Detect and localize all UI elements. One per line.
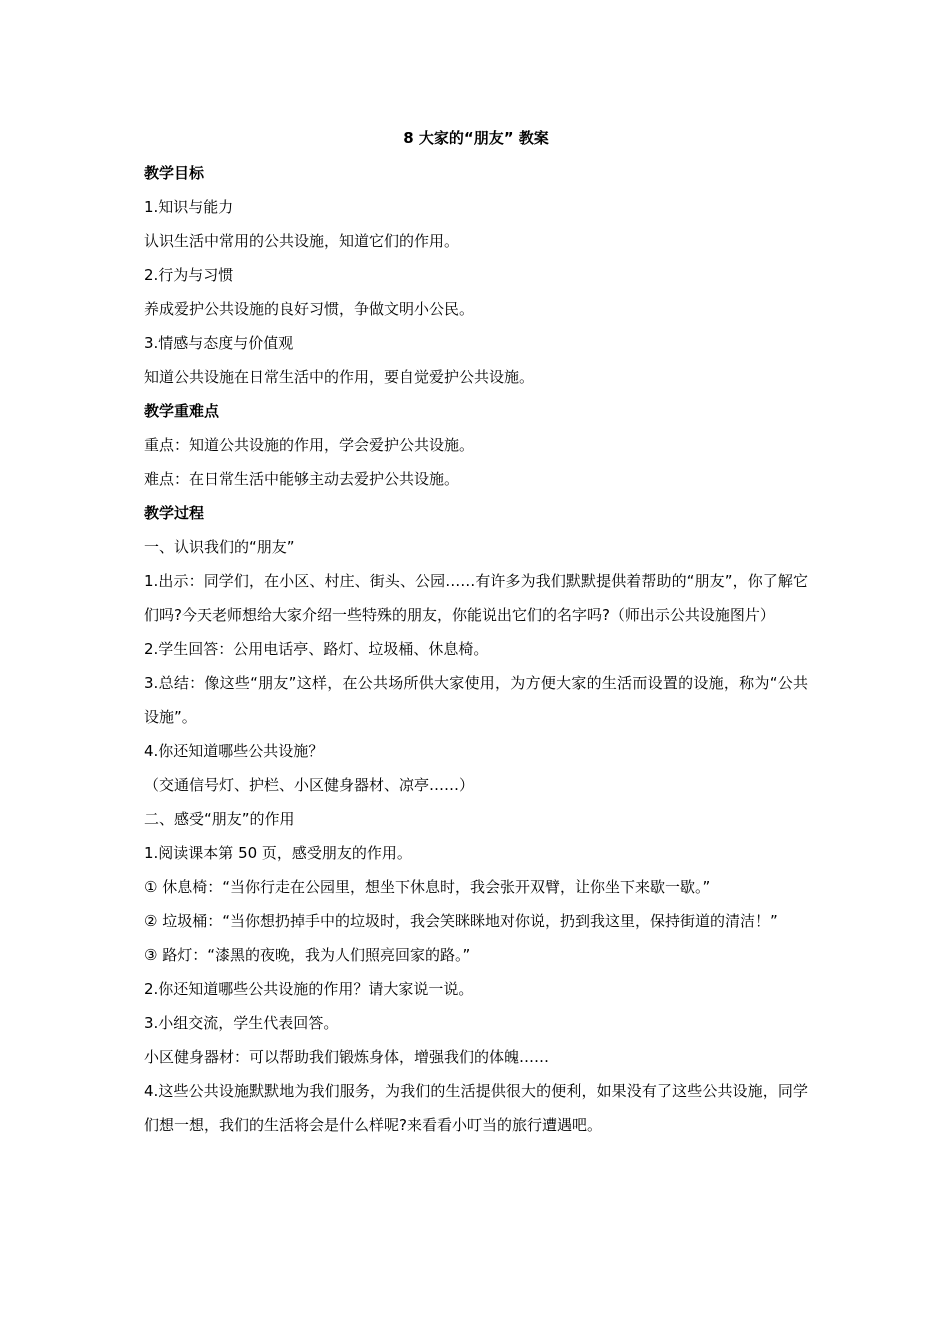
quote-street-lamp: ③ 路灯：“漆黑的夜晚，我为人们照亮回家的路。” xyxy=(144,946,471,964)
section-heading-goals: 教学目标 xyxy=(144,164,205,182)
process-step-2-4: 4.这些公共设施默默地为我们服务，为我们的生活提供很大的便利，如果没有了这些公共设施，同学们想一想，我们的生活将会是什么样呢?来看看小叮当的旅行遭遇吧。 xyxy=(144,1082,808,1134)
document-title: 8 大家的“朋友” 教案 xyxy=(403,129,549,147)
process-step-1-2: 2.学生回答：公用电话亭、路灯、垃圾桶、休息椅。 xyxy=(144,640,489,658)
goal-item-2-title: 2.行为与习惯 xyxy=(144,266,234,284)
process-step-2-2: 2.你还知道哪些公共设施的作用？请大家说一说。 xyxy=(144,980,474,998)
goal-item-2-text: 养成爱护公共设施的良好习惯，争做文明小公民。 xyxy=(144,300,475,318)
quote-bench: ① 休息椅：“当你行走在公园里，想坐下休息时，我会张开双臂，让你坐下来歇一歇。” xyxy=(144,878,711,896)
goal-item-1-title: 1.知识与能力 xyxy=(144,198,234,216)
process-step-2-3-example: 小区健身器材：可以帮助我们锻炼身体，增强我们的体魄…… xyxy=(144,1048,550,1066)
process-part-1-title: 一、认识我们的“朋友” xyxy=(144,538,295,556)
goal-item-3-title: 3.情感与态度与价值观 xyxy=(144,334,294,352)
process-step-1-4: 4.你还知道哪些公共设施？ xyxy=(144,742,324,760)
quote-trash-bin: ② 垃圾桶：“当你想扔掉手中的垃圾时，我会笑眯眯地对你说，扔到我这里，保持街道的清洁！” xyxy=(144,912,778,930)
process-step-2-3: 3.小组交流，学生代表回答。 xyxy=(144,1014,339,1032)
process-part-2-title: 二、感受“朋友”的作用 xyxy=(144,810,295,828)
process-step-1-1: 1.出示：同学们，在小区、村庄、街头、公园……有许多为我们默默提供着帮助的“朋友”，你了解它们吗?今天老师想给大家介绍一些特殊的朋友，你能说出它们的名字吗?（师出示公共设施图片） xyxy=(144,572,808,624)
section-heading-key-points: 教学重难点 xyxy=(144,402,220,420)
process-step-1-3: 3.总结：像这些“朋友”这样，在公共场所供大家使用，为方便大家的生活而设置的设施，称为“公共设施”。 xyxy=(144,674,808,726)
section-heading-process: 教学过程 xyxy=(144,504,205,522)
process-step-2-1: 1.阅读课本第 50 页，感受朋友的作用。 xyxy=(144,844,412,862)
process-step-1-4-answer: （交通信号灯、护栏、小区健身器材、凉亭……） xyxy=(144,776,475,794)
document-body xyxy=(144,124,808,1142)
key-point: 重点：知道公共设施的作用，学会爱护公共设施。 xyxy=(144,436,475,454)
goal-item-1-text: 认识生活中常用的公共设施，知道它们的作用。 xyxy=(144,232,460,250)
goal-item-3-text: 知道公共设施在日常生活中的作用，要自觉爱护公共设施。 xyxy=(144,368,535,386)
difficult-point: 难点：在日常生活中能够主动去爱护公共设施。 xyxy=(144,470,460,488)
